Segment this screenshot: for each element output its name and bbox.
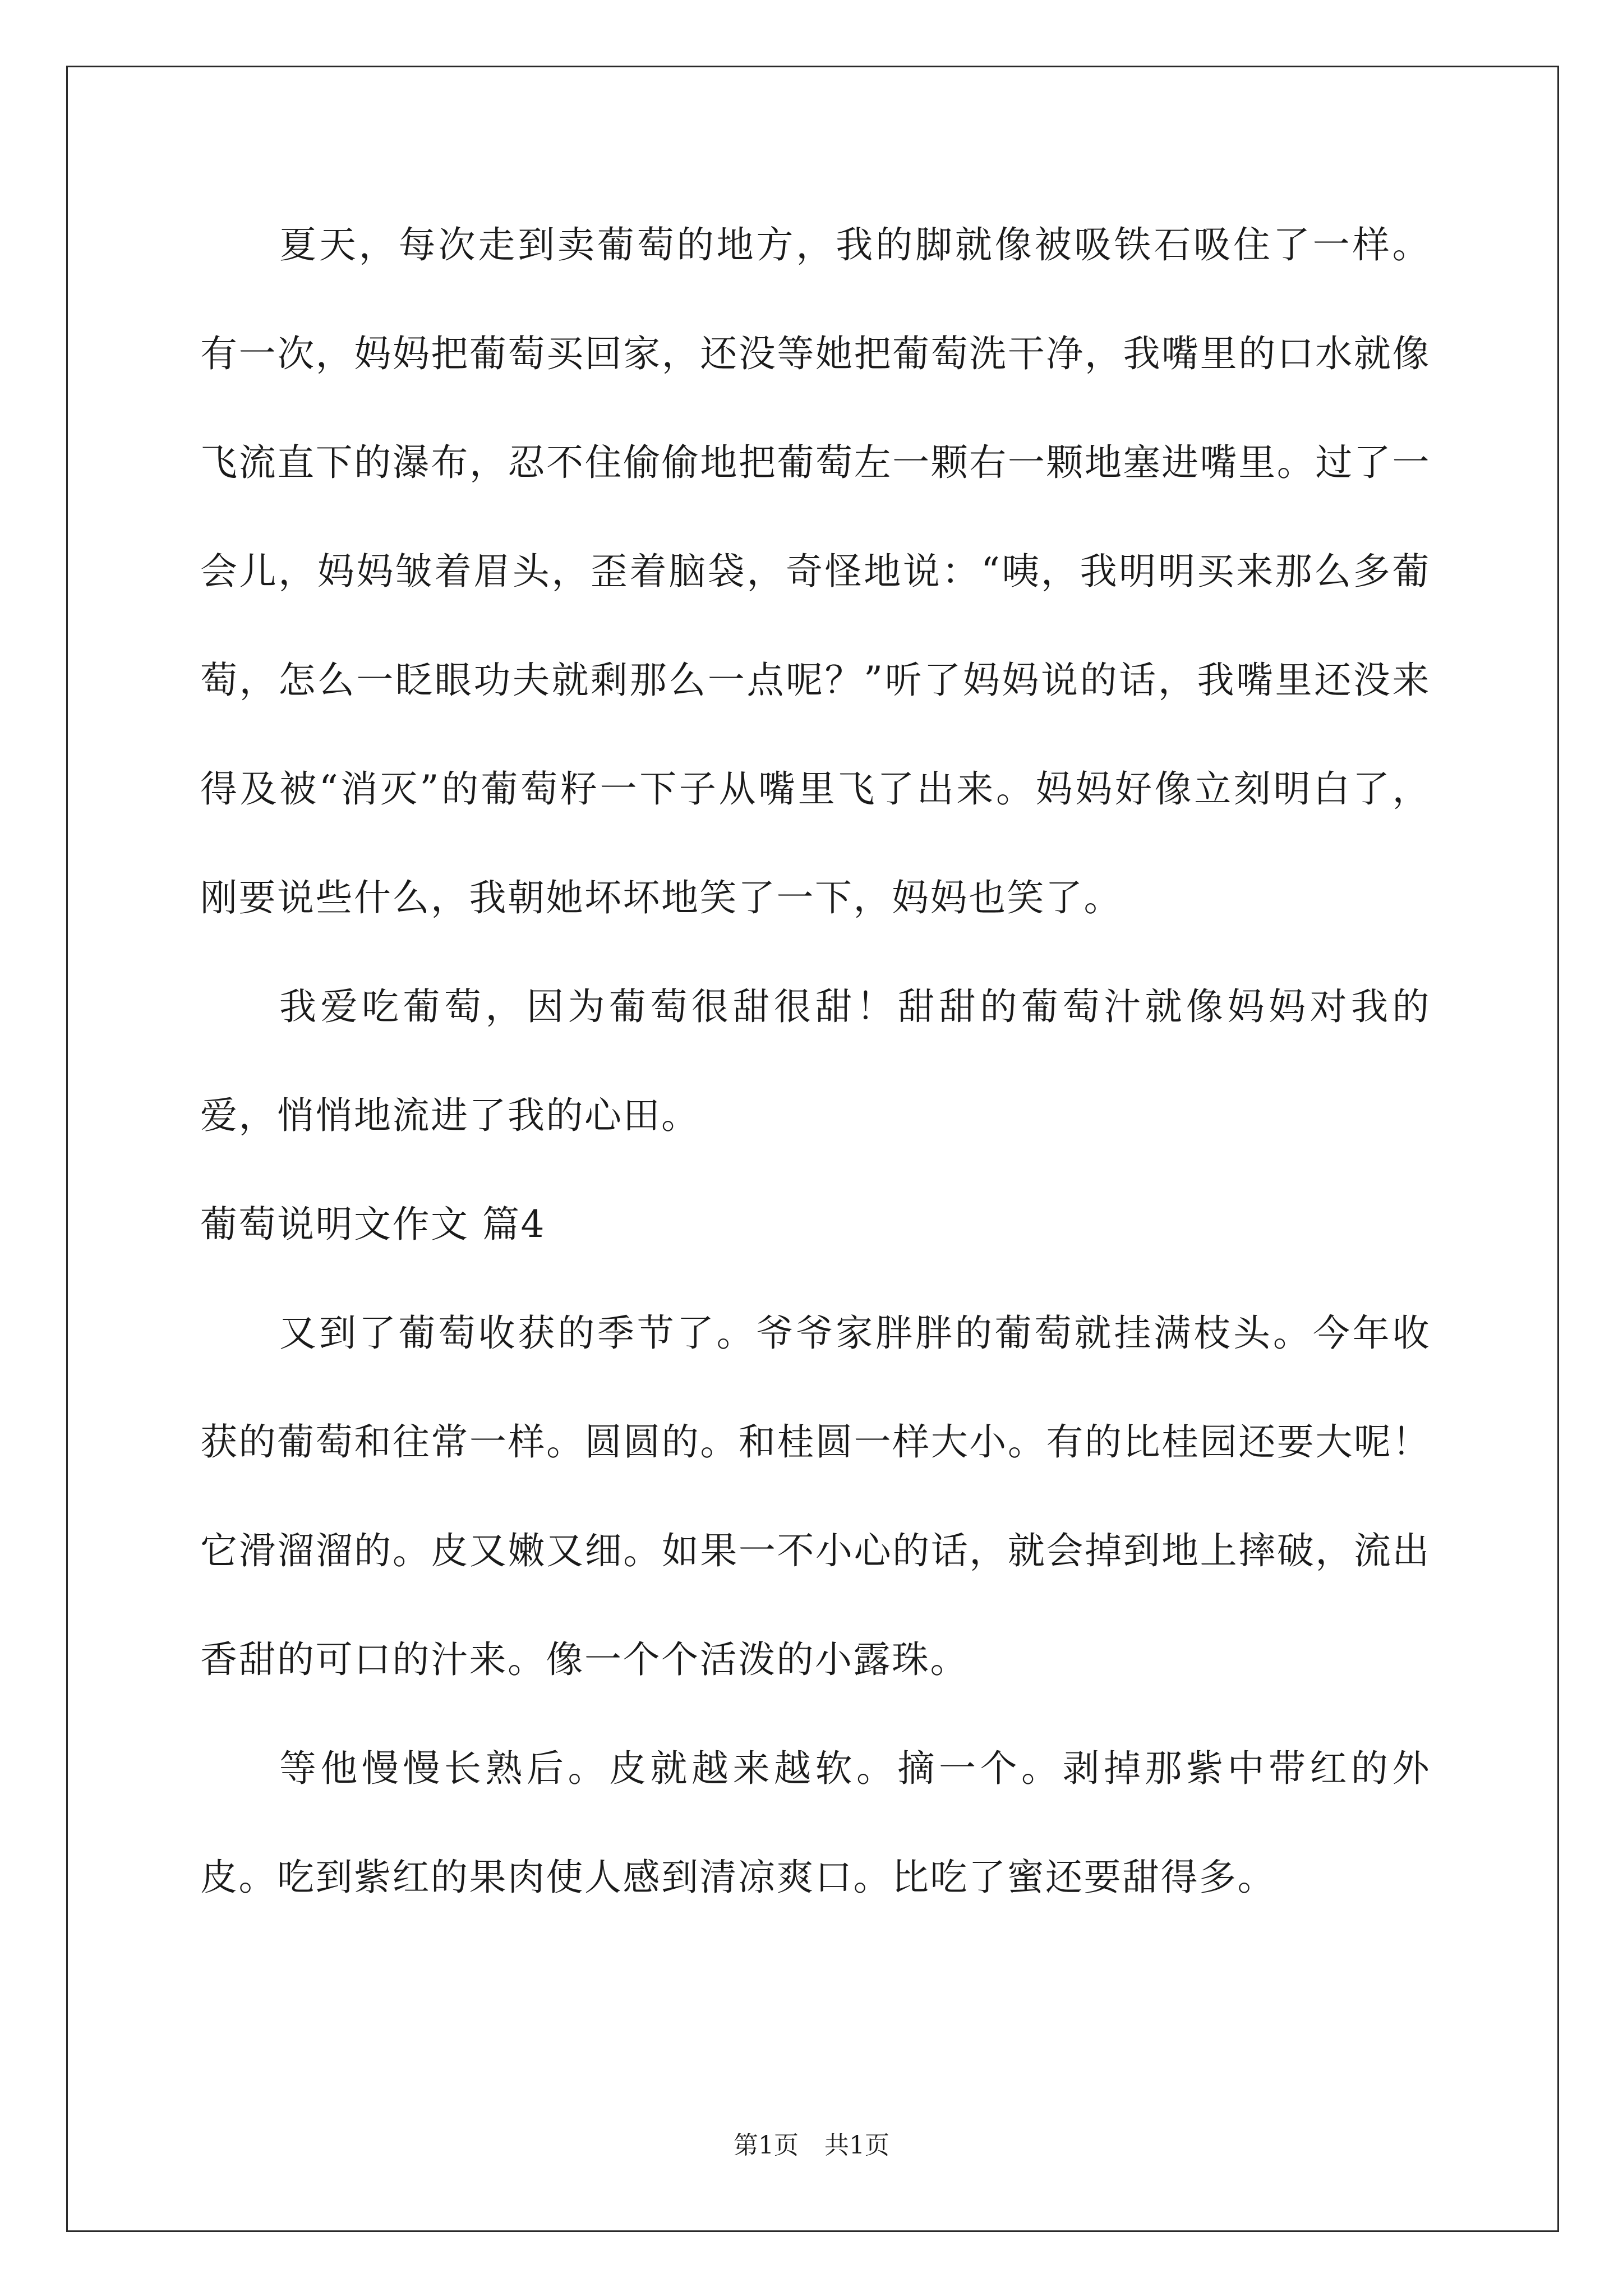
paragraph-1: 夏天，每次走到卖葡萄的地方，我的脚就像被吸铁石吸住了一样。有一次，妈妈把葡萄买回家，还没等她把葡萄洗干净，我嘴里的口水就像飞流直下的瀑布，忍不住偷偷地把葡萄左一颗右一颗地塞进嘴里。过了一会儿，妈妈皱着眉头，歪着脑袋，奇怪地说：“咦，我明明买来那么多葡萄，怎么一眨眼功夫就剩那么一点呢？”听了妈妈说的话，我嘴里还没来得及被“消灭”的葡萄籽一下子从嘴里飞了出来。妈妈好像立刻明白了，刚要说些什么，我朝她坏坏地笑了一下，妈妈也笑了。 — [200, 223, 1431, 919]
document-body — [200, 191, 1431, 1932]
paragraph-3: 又到了葡萄收获的季节了。爷爷家胖胖的葡萄就挂满枝头。今年收获的葡萄和往常一样。圆圆的。和桂圆一样大小。有的比桂园还要大呢！它滑溜溜的。皮又嫩又细。如果一不小心的话，就会掉到地上摔破，流出香甜的可口的汁来。像一个个活泼的小露珠。 — [200, 1312, 1431, 1681]
paragraph-4: 等他慢慢长熟后。皮就越来越软。摘一个。剥掉那紫中带红的外皮。吃到紫红的果肉使人感到清凉爽口。比吃了蜜还要甜得多。 — [200, 1747, 1431, 1899]
page-total: 共1页 — [824, 2131, 889, 2160]
page-number: 第1页 — [734, 2131, 799, 2160]
page-footer — [0, 2129, 1623, 2162]
section-heading: 葡萄说明文作文 篇4 — [200, 1203, 546, 1246]
paragraph-2: 我爱吃葡萄，因为葡萄很甜很甜！甜甜的葡萄汁就像妈妈对我的爱，悄悄地流进了我的心田。 — [200, 985, 1431, 1137]
